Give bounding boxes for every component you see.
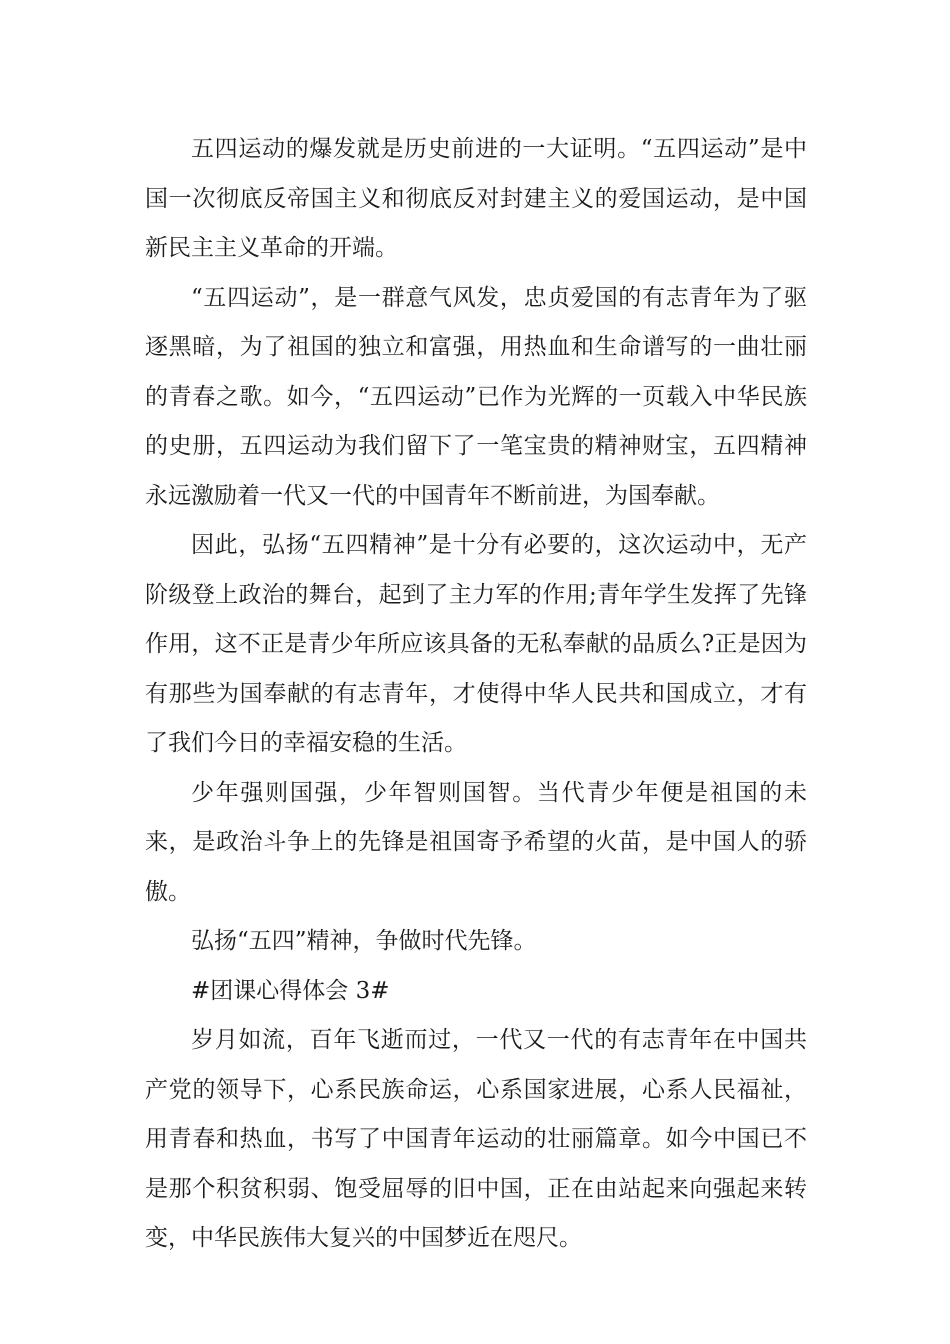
document-body xyxy=(145,125,807,1264)
section-heading: #团课心得体会 3# xyxy=(191,977,390,1004)
paragraph-4: 少年强则国强，少年智则国智。当代青少年便是祖国的未来，是政治斗争上的先锋是祖国寄予希望的火苗，是中国人的骄傲。 xyxy=(145,779,807,905)
paragraph-2: “五四运动”，是一群意气风发，忠贞爱国的有志青年为了驱逐黑暗，为了祖国的独立和富强，用热血和生命谱写的一曲壮丽的青春之歌。如今，“五四运动”已作为光辉的一页载入中华民族的史册，五四运动为我们留下了一笔宝贵的精神财宝，五四精神永远激励着一代又一代的中国青年不断前进，为国奉献。 xyxy=(145,284,807,509)
paragraph-5: 弘扬“五四”精神，争做时代先锋。 xyxy=(191,928,537,954)
paragraph-1: 五四运动的爆发就是历史前进的一大证明。“五四运动”是中国一次彻底反帝国主义和彻底反对封建主义的爱国运动，是中国新民主主义革命的开端。 xyxy=(145,136,807,261)
paragraph-3: 因此，弘扬“五四精神”是十分有必要的，这次运动中，无产阶级登上政治的舞台，起到了主力军的作用;青年学生发挥了先锋作用，这不正是青少年所应该具备的无私奉献的品质么?正是因为有那些为国奉献的有志青年，才使得中华人民共和国成立，才有了我们今日的幸福安稳的生活。 xyxy=(145,532,807,756)
paragraph-6: 岁月如流，百年飞逝而过，一代又一代的有志青年在中国共产党的领导下，心系民族命运，心系国家进展，心系人民福祉，用青春和热血，书写了中国青年运动的壮丽篇章。如今中国已不是那个积贫积弱、饱受屈辱的旧中国，正在由站起来向强起来转变，中华民族伟大复兴的中国梦近在咫尺。 xyxy=(145,1027,807,1251)
